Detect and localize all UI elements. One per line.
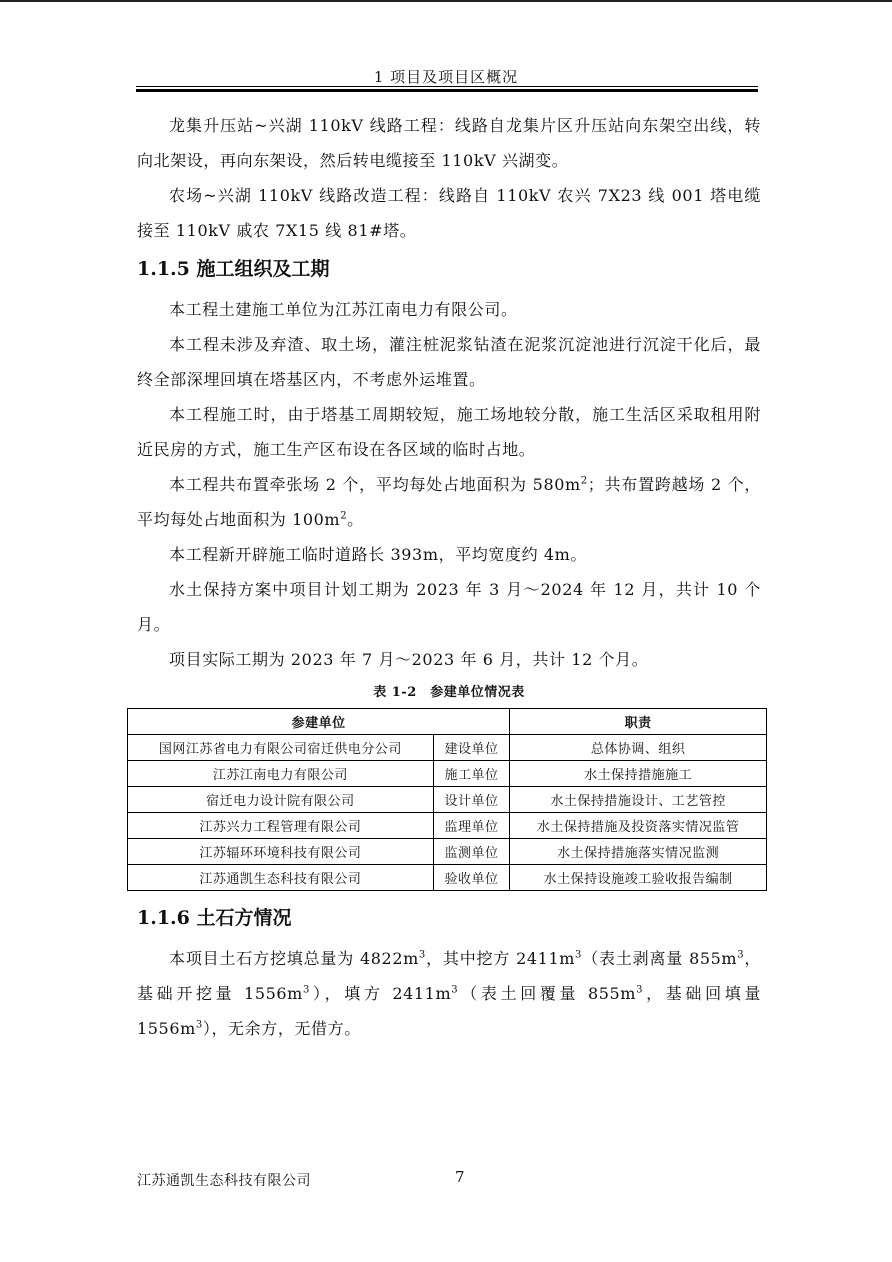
table-row: [128, 787, 767, 813]
cell-unit-name: 宿迁电力设计院有限公司: [128, 787, 434, 813]
text-run: 本工程共布置牵张场 2 个，平均每处占地面积为 580m: [169, 475, 581, 494]
running-header: 1 项目及项目区概况: [373, 68, 519, 86]
cell-unit-name: 江苏兴力工程管理有限公司: [128, 813, 434, 839]
cell-unit-role: 施工单位: [433, 761, 509, 787]
text-run: 本项目土石方挖填总量为 4822m: [169, 949, 419, 968]
header-rule-thin: [136, 86, 758, 87]
cell-duty: 水土保持措施落实情况监测: [510, 839, 767, 865]
table-row: [128, 735, 767, 761]
text-run: ），无余方，无借方。: [202, 1019, 361, 1038]
text-run: （表土回覆量 855m: [458, 984, 637, 1003]
cell-duty: 水土保持措施施工: [510, 761, 767, 787]
table-row: [128, 813, 767, 839]
paragraph: 本工程施工时，由于塔基工周期较短，施工场地较分散，施工生活区采取租用附近民房的方式，施工生产区布设在各区域的临时占地。: [137, 405, 761, 459]
superscript: 3: [451, 984, 459, 996]
section-heading-1-1-6: 1.1.6 土石方情况: [137, 907, 292, 929]
cell-duty: 水土保持设施竣工验收报告编制: [510, 865, 767, 891]
paragraph-site-area: [137, 467, 761, 537]
table-row: [128, 761, 767, 787]
cell-duty: 总体协调、组织: [510, 735, 767, 761]
header-rule-thick: [136, 89, 758, 92]
superscript: 3: [575, 949, 582, 961]
cell-duty: 水土保持措施及投资落实情况监管: [510, 813, 767, 839]
cell-unit-role: 监理单位: [433, 813, 509, 839]
table-caption: 表 1-2 参建单位情况表: [373, 685, 525, 700]
cell-unit-name: 国网江苏省电力有限公司宿迁供电分公司: [128, 735, 434, 761]
text-run: （表土剥离量 855m: [581, 949, 738, 968]
cell-unit-role: 建设单位: [433, 735, 509, 761]
table-row: [128, 865, 767, 891]
superscript: 3: [418, 949, 426, 961]
table-row: [128, 839, 767, 865]
section-heading-1-1-5: 1.1.5 施工组织及工期: [137, 258, 330, 280]
paragraph: 项目实际工期为 2023 年 7 月～2023 年 6 月，共计 12 个月。: [169, 650, 649, 669]
paragraph-earthwork: [137, 941, 761, 1046]
paragraph: 本工程土建施工单位为江苏江南电力有限公司。: [169, 300, 518, 319]
paragraph: 龙集升压站~兴湖 110kV 线路工程：线路自龙集片区升压站向东架空出线，转向北架设，再向东架设，然后转电缆接至 110kV 兴湖变。: [137, 116, 761, 170]
superscript: 3: [636, 984, 644, 996]
paragraph: 农场~兴湖 110kV 线路改造工程：线路自 110kV 农兴 7X23 线 001 塔电缆接至 110kV 戚农 7X15 线 81#塔。: [137, 186, 761, 240]
paragraph: 本工程未涉及弃渣、取土场，灌注桩泥浆钻渣在泥浆沉淀池进行沉淀干化后，最终全部深埋回填在塔基区内，不考虑外运堆置。: [137, 335, 761, 389]
cell-unit-name: 江苏辐环环境科技有限公司: [128, 839, 434, 865]
participating-units-table: [127, 708, 767, 891]
text-run: ，基础开挖量 1556m: [137, 949, 761, 1003]
page-top-border: [0, 0, 892, 2]
page-content: [137, 108, 761, 1046]
superscript: 3: [737, 949, 745, 961]
superscript: 2: [580, 475, 588, 487]
superscript: 3: [195, 1019, 203, 1031]
cell-unit-role: 验收单位: [433, 865, 509, 891]
table-header-row: [128, 709, 767, 735]
text-run: ，基础回填量 1556m: [137, 984, 761, 1038]
column-header-duty: 职责: [510, 709, 767, 735]
footer-company: 江苏通凯生态科技有限公司: [137, 1173, 311, 1189]
text-run: ，其中挖方 2411m: [425, 949, 576, 968]
superscript: 2: [340, 510, 348, 522]
paragraph: 本工程新开辟施工临时道路长 393m，平均宽度约 4m。: [169, 545, 588, 564]
column-header-unit: 参建单位: [128, 709, 510, 735]
paragraph: 水土保持方案中项目计划工期为 2023 年 3 月～2024 年 12 月，共计 10 个月。: [137, 580, 761, 634]
cell-unit-name: 江苏通凯生态科技有限公司: [128, 865, 434, 891]
cell-unit-role: 设计单位: [433, 787, 509, 813]
superscript: 3: [302, 984, 310, 996]
text-run: 。: [347, 510, 364, 529]
text-run: ），填方 2411m: [309, 984, 452, 1003]
text-run: ；共布置跨越场 2 个，平均每处占地面积为 100m: [137, 475, 761, 529]
cell-duty: 水土保持措施设计、工艺管控: [510, 787, 767, 813]
page-number: 7: [455, 1168, 465, 1186]
cell-unit-name: 江苏江南电力有限公司: [128, 761, 434, 787]
cell-unit-role: 监测单位: [433, 839, 509, 865]
